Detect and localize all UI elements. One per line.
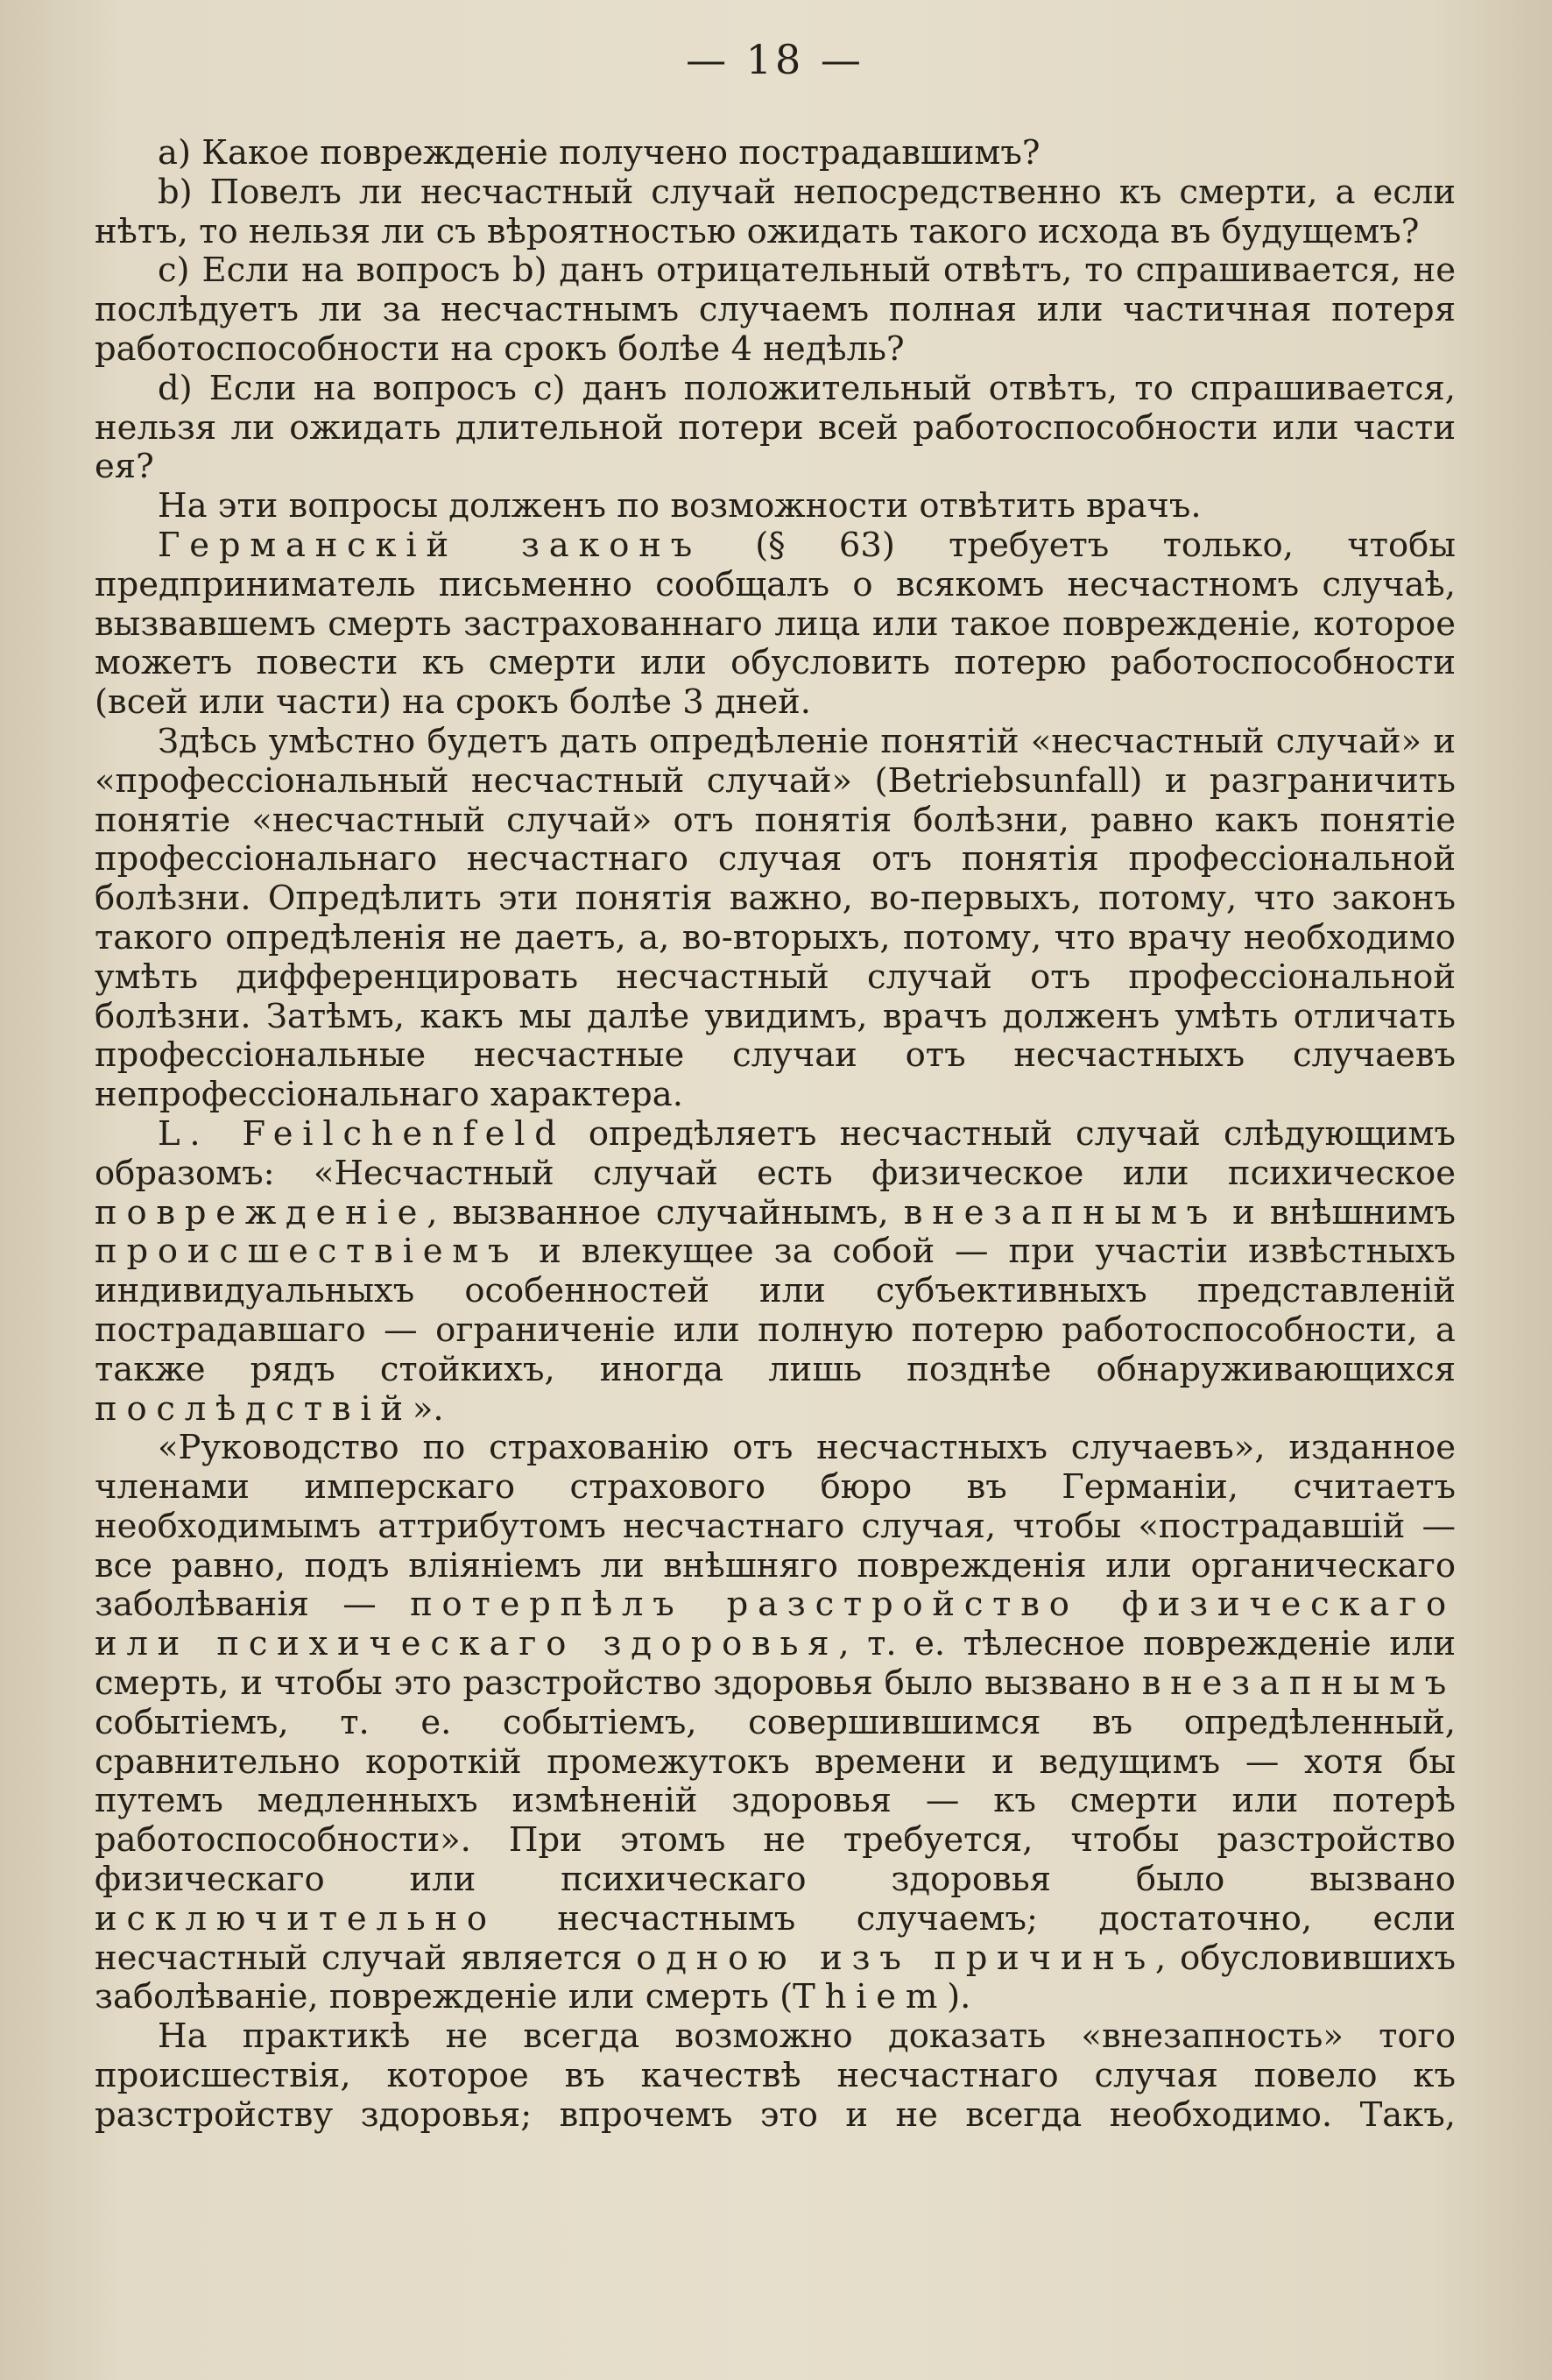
page-body [95,134,1456,2136]
spaced-term: потерпѣлъ разстройство физическаго или психическаго здоровья [95,1585,1456,1664]
spaced-term: внезапнымъ [1141,1663,1456,1704]
question-c: c) Если на вопросъ b) данъ отрицательный отвѣтъ, то спрашивается, не послѣдуетъ ли за несчастнымъ случаемъ полная или частичная потеря работоспособности на срокъ болѣе 4 недѣль? [95,251,1456,369]
paragraph-german-law: Германскій законъ (§ 63) требуетъ только, чтобы предприниматель письменно сообщалъ о всякомъ несчастномъ случаѣ, вызвавшемъ смерть застрахованнаго лица или такое поврежденіе, которое можетъ повести къ смерти или обусловить потерю работоспособности (всей или части) на срокъ болѣе 3 дней. [95,525,1456,723]
paragraph-doctor: На эти вопросы долженъ по возможности отвѣтить врачъ. [158,486,1202,526]
author-name: L. Feilchenfeld [158,1113,566,1154]
question-b: b) Повелъ ли несчастный случай непосредственно къ смерти, а если нѣтъ, то нельзя ли съ вѣроятностью ожидать такого исхода въ будущемъ? [95,172,1456,251]
spaced-term: послѣдствій [95,1388,413,1429]
page-number: — 18 — [686,36,864,83]
author-name: Thiem [793,1977,948,2017]
spaced-term: происшествіемъ [95,1232,519,1272]
question-d: d) Если на вопросъ c) данъ положительный отвѣтъ, то спрашивается, нельзя ли ожидать длительной потери всей работоспособности или части ея? [95,368,1456,487]
spaced-term: поврежденіе [95,1192,427,1232]
question-a: a) Какое поврежденіе получено пострадавшимъ? [158,133,1041,173]
spaced-term: Германскій законъ [158,525,702,565]
spaced-term: исключительно [95,1898,497,1939]
spaced-term: внезапнымъ [903,1192,1218,1232]
paragraph-feilchenfeld: L. Feilchenfeld опредѣляетъ несчастный случай слѣдующимъ образомъ: «Несчастный случай есть физическое или психическое поврежденіе, вызванное случайнымъ, внезапнымъ и внѣшнимъ происшествіемъ и влекущее за собой — при участіи извѣстныхъ индивидуальныхъ особенностей или субъективныхъ представленій пострадавшаго — ограниченіе или полную потерю работоспособности, а также рядъ стойкихъ, иногда лишь позднѣе обнаруживающихся послѣдствій». [95,1113,1457,1429]
paragraph-definitions: Здѣсь умѣстно будетъ дать опредѣленіе понятій «несчастный случай» и «профессіональный несчастный случай» (Betriebsunfall) и разграничить понятіе «несчастный случай» отъ понятія болѣзни, равно какъ понятіе профессіональнаго несчастнаго случая отъ понятія профессіональной болѣзни. Опредѣлить эти понятія важно, во-первыхъ, потому, что законъ такого опредѣленія не даетъ, а, во-вторыхъ, потому, что врачу необходимо умѣть дифференцировать несчастный случай отъ профессіональной болѣзни. Затѣмъ, какъ мы далѣе увидимъ, врачъ долженъ умѣть отличать профессіональные несчастные случаи отъ несчастныхъ случаевъ непрофессіональнаго характера. [95,721,1456,1115]
paragraph-practice: На практикѣ не всегда возможно доказать «внезапность» того происшествія, которое въ качествѣ несчастнаго случая повело къ разстройству здоровья; впрочемъ это и не всегда необходимо. Такъ, [95,2016,1456,2135]
paragraph-manual: «Руководство по страхованію отъ несчастныхъ случаевъ», изданное членами имперскаго страхового бюро въ Германіи, считаетъ необходимымъ аттрибутомъ несчастнаго случая, чтобы «пострадавшій — все равно, подъ вліяніемъ ли внѣшняго поврежденія или органическаго заболѣванія — потерпѣлъ разстройство физическаго или психическаго здоровья, т. е. тѣлесное поврежденіе или смерть, и чтобы это разстройство здоровья было вызвано внезапнымъ событіемъ, т. е. событіемъ, совершившимся въ опредѣленный, сравнительно короткій промежутокъ времени и ведущимъ — хотя бы путемъ медленныхъ измѣненій здоровья — къ смерти или потерѣ работоспособности». При этомъ не требуется, чтобы разстройство физическаго или психическаго здоровья было вызвано исключительно несчастнымъ случаемъ; достаточно, если несчастный случай является одною изъ причинъ, обусловившихъ заболѣваніе, поврежденіе или смерть (Thiem). [95,1428,1456,2017]
spaced-term: одною изъ причинъ [636,1938,1155,1978]
